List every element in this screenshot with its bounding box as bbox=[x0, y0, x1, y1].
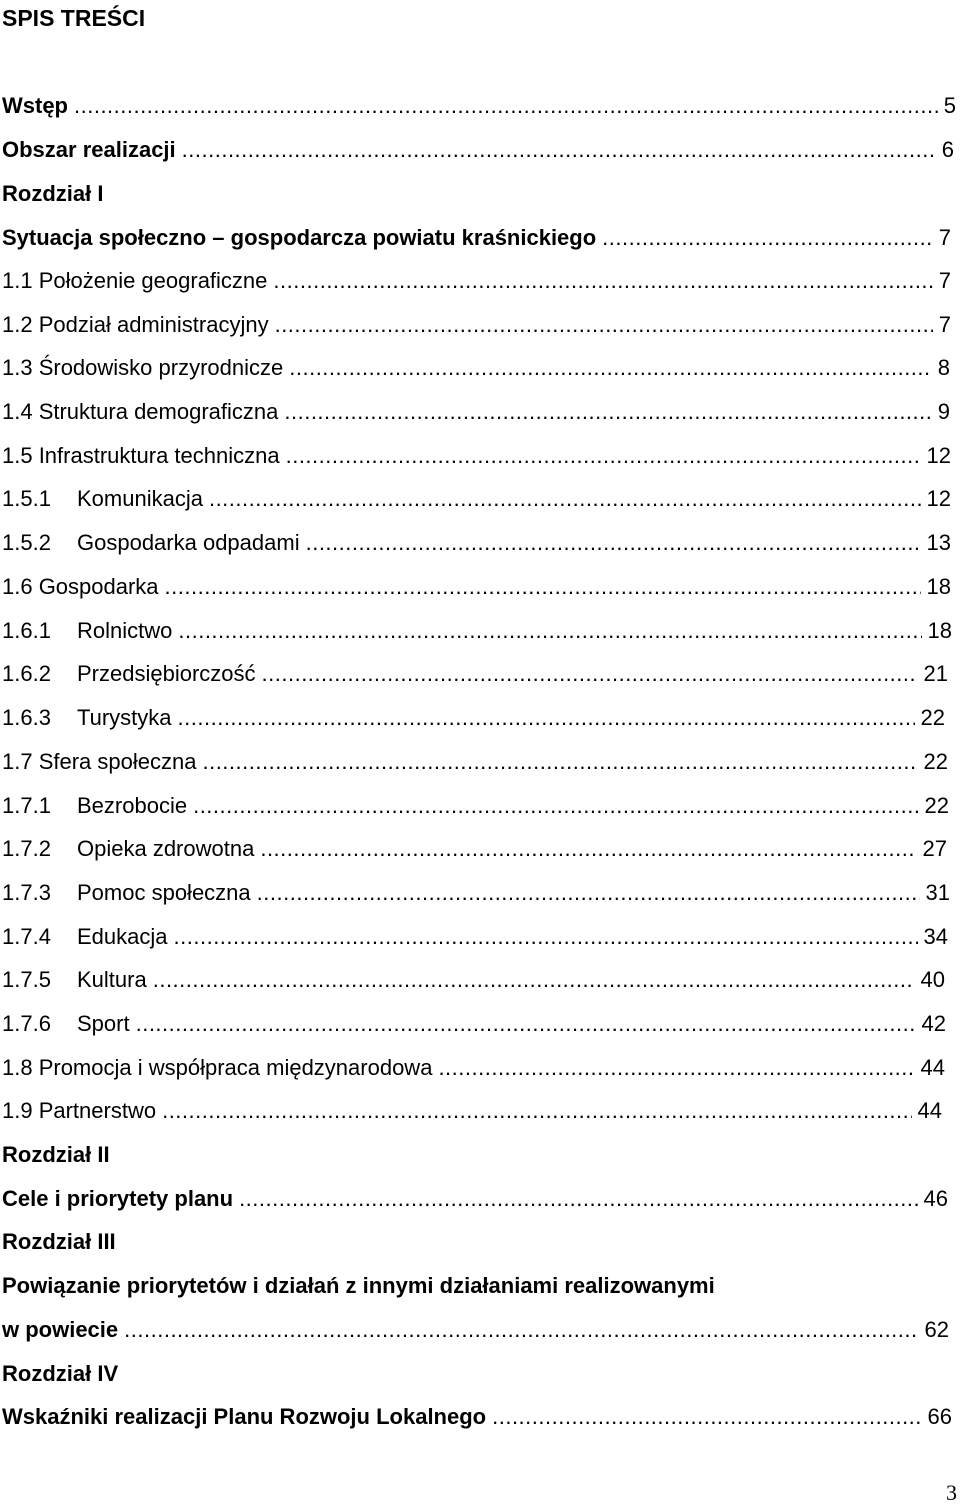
toc-entry-page: 22 bbox=[923, 749, 948, 774]
toc-entry-label: 1.1 Położenie geograficzne bbox=[2, 268, 268, 293]
toc-entry-label: Wstęp bbox=[2, 93, 68, 118]
toc-entry[interactable] bbox=[2, 1094, 942, 1124]
toc-entry[interactable] bbox=[2, 89, 956, 119]
toc-entry[interactable] bbox=[2, 745, 948, 775]
toc-entry[interactable] bbox=[2, 1051, 945, 1081]
toc-entry[interactable] bbox=[2, 526, 951, 556]
toc-entry-page: 7 bbox=[938, 268, 951, 293]
toc-entry-label: 1.2 Podział administracyjny bbox=[2, 312, 269, 337]
toc-dot-leader bbox=[286, 443, 921, 469]
toc-entry-page: 46 bbox=[923, 1186, 948, 1211]
toc-entry-number: 1.7.5 bbox=[2, 967, 51, 992]
toc-entry-page: 9 bbox=[937, 399, 950, 424]
toc-entry-label: Gospodarka odpadami bbox=[77, 530, 300, 555]
toc-entry-page: 62 bbox=[924, 1317, 949, 1342]
toc-dot-leader bbox=[209, 486, 921, 512]
toc-dot-leader bbox=[602, 225, 933, 251]
toc-entry[interactable] bbox=[2, 920, 948, 950]
toc-entry-number: 1.7.1 bbox=[2, 793, 51, 818]
toc-dot-leader bbox=[178, 618, 921, 644]
toc-entry-label: 1.7 Sfera społeczna bbox=[2, 749, 197, 774]
toc-entry[interactable] bbox=[2, 1400, 952, 1430]
toc-dot-leader bbox=[273, 268, 932, 294]
toc-entry[interactable] bbox=[2, 876, 950, 906]
toc-entry-number: 1.6.3 bbox=[2, 705, 51, 730]
toc-entry[interactable] bbox=[2, 482, 951, 512]
toc-entry-label: Przedsiębiorczość bbox=[77, 661, 256, 686]
toc-entry-label: Pomoc społeczna bbox=[77, 880, 251, 905]
toc-entry-label: Opieka zdrowotna bbox=[77, 836, 255, 861]
toc-entry-label: Sport bbox=[77, 1011, 130, 1036]
toc-dot-leader bbox=[260, 836, 916, 862]
toc-entry-page: 66 bbox=[927, 1404, 952, 1429]
toc-entry-label: Turystyka bbox=[77, 705, 172, 730]
toc-entry[interactable] bbox=[2, 1313, 949, 1343]
toc-entry-page: 7 bbox=[938, 225, 951, 250]
toc-entry[interactable] bbox=[2, 963, 945, 993]
toc-entry-page: 31 bbox=[925, 880, 950, 905]
toc-dot-leader bbox=[492, 1404, 921, 1430]
toc-entry-page: 13 bbox=[926, 530, 951, 555]
toc-entry-label: 1.5 Infrastruktura techniczna bbox=[2, 443, 280, 468]
toc-entry[interactable] bbox=[2, 1357, 118, 1387]
toc-entry-label: Cele i priorytety planu bbox=[2, 1186, 234, 1211]
toc-entry-page: 42 bbox=[921, 1011, 946, 1036]
toc-dot-leader bbox=[275, 312, 933, 338]
toc-entry[interactable] bbox=[2, 657, 948, 687]
toc-entry-label: Obszar realizacji bbox=[2, 137, 176, 162]
toc-entry-label: w powiecie bbox=[2, 1317, 119, 1342]
toc-entry-number: 1.7.2 bbox=[2, 836, 51, 861]
toc-entry-number: 1.6.2 bbox=[2, 661, 51, 686]
page-number: 3 bbox=[946, 1480, 957, 1505]
toc-entry[interactable] bbox=[2, 570, 951, 600]
toc-dot-leader bbox=[136, 1011, 916, 1037]
toc-entry[interactable] bbox=[2, 1138, 110, 1168]
toc-entry-page: 7 bbox=[938, 312, 951, 337]
toc-entry[interactable] bbox=[2, 439, 951, 469]
toc-entry[interactable] bbox=[2, 832, 947, 862]
toc-entry-label: Edukacja bbox=[77, 924, 168, 949]
toc-entry-page: 18 bbox=[926, 574, 951, 599]
toc-entry-page: 34 bbox=[923, 924, 948, 949]
toc-entry-page: 44 bbox=[917, 1098, 942, 1123]
toc-entry[interactable] bbox=[2, 308, 951, 338]
toc-entry[interactable] bbox=[2, 133, 954, 163]
toc-dot-leader bbox=[239, 1186, 917, 1212]
toc-entry-label: 1.8 Promocja i współpraca międzynarodowa bbox=[2, 1055, 433, 1080]
toc-entry-page: 12 bbox=[926, 443, 951, 468]
toc-dot-leader bbox=[165, 574, 921, 600]
toc-dot-leader bbox=[289, 355, 932, 381]
toc-entry-page: 12 bbox=[926, 486, 951, 511]
toc-entry-page: 22 bbox=[920, 705, 945, 730]
toc-entry-page: 5 bbox=[943, 93, 956, 118]
toc-entry-label: 1.6 Gospodarka bbox=[2, 574, 159, 599]
toc-dot-leader bbox=[284, 399, 931, 425]
toc-dot-leader bbox=[124, 1317, 918, 1343]
toc-entry-number: 1.6.1 bbox=[2, 618, 51, 643]
toc-dot-leader bbox=[174, 924, 918, 950]
toc-entry-label: Rolnictwo bbox=[77, 618, 173, 643]
toc-dot-leader bbox=[178, 705, 915, 731]
toc-entry-label: Wskaźniki realizacji Planu Rozwoju Lokalnego bbox=[2, 1404, 487, 1429]
toc-entry-number: 1.7.3 bbox=[2, 880, 51, 905]
toc-entry-label: Komunikacja bbox=[77, 486, 203, 511]
toc-entry[interactable] bbox=[2, 177, 103, 207]
toc-dot-leader bbox=[257, 880, 920, 906]
toc-entry-number: 1.7.6 bbox=[2, 1011, 51, 1036]
toc-entry-label: Rozdział III bbox=[2, 1229, 116, 1254]
toc-entry-page: 8 bbox=[937, 355, 950, 380]
toc-dot-leader bbox=[193, 793, 918, 819]
page-title: SPIS TREŚCI bbox=[2, 5, 146, 31]
toc-entry[interactable] bbox=[2, 1182, 948, 1212]
toc-dot-leader bbox=[306, 530, 921, 556]
toc-dot-leader bbox=[153, 967, 915, 993]
toc-entry[interactable] bbox=[2, 1225, 116, 1255]
toc-entry-page: 40 bbox=[920, 967, 945, 992]
toc-entry[interactable] bbox=[2, 614, 952, 644]
toc-entry-label: Rozdział IV bbox=[2, 1361, 119, 1386]
toc-dot-leader bbox=[182, 137, 936, 163]
toc-entry-label: 1.4 Struktura demograficzna bbox=[2, 399, 279, 424]
toc-entry[interactable] bbox=[2, 264, 951, 294]
toc-entry-label: 1.3 Środowisko przyrodnicze bbox=[2, 355, 284, 380]
toc-entry-label: 1.9 Partnerstwo bbox=[2, 1098, 157, 1123]
toc-entry-label: Bezrobocie bbox=[77, 793, 188, 818]
toc-entry-page: 27 bbox=[922, 836, 947, 861]
toc-dot-leader bbox=[438, 1055, 914, 1081]
toc-entry-label: Kultura bbox=[77, 967, 147, 992]
toc-dot-leader bbox=[162, 1098, 911, 1124]
toc-entry-number: 1.5.1 bbox=[2, 486, 51, 511]
toc-entry-label: Rozdział II bbox=[2, 1142, 110, 1167]
toc-entry[interactable] bbox=[2, 701, 945, 731]
toc-entry-number: 1.7.4 bbox=[2, 924, 51, 949]
toc-entry-label: Rozdział I bbox=[2, 181, 104, 206]
toc-entry[interactable] bbox=[2, 351, 950, 381]
toc-dot-leader bbox=[202, 749, 917, 775]
toc-entry-page: 44 bbox=[920, 1055, 945, 1080]
toc-entry-number: 1.5.2 bbox=[2, 530, 51, 555]
toc-entry[interactable] bbox=[2, 221, 951, 251]
toc-dot-leader bbox=[262, 661, 918, 687]
toc-entry[interactable] bbox=[2, 395, 950, 425]
toc-entry[interactable] bbox=[2, 1269, 715, 1299]
toc-entry[interactable] bbox=[2, 789, 949, 819]
toc-entry-label: Powiązanie priorytetów i działań z innymi działaniami realizowanymi bbox=[2, 1273, 715, 1298]
toc-entry[interactable] bbox=[2, 1007, 946, 1037]
toc-entry-page: 18 bbox=[927, 618, 952, 643]
toc-entry-page: 22 bbox=[924, 793, 949, 818]
toc-dot-leader bbox=[74, 93, 938, 119]
toc-entry-page: 6 bbox=[941, 137, 954, 162]
toc-entry-label: Sytuacja społeczno – gospodarcza powiatu kraśnickiego bbox=[2, 225, 597, 250]
toc-entry-page: 21 bbox=[923, 661, 948, 686]
